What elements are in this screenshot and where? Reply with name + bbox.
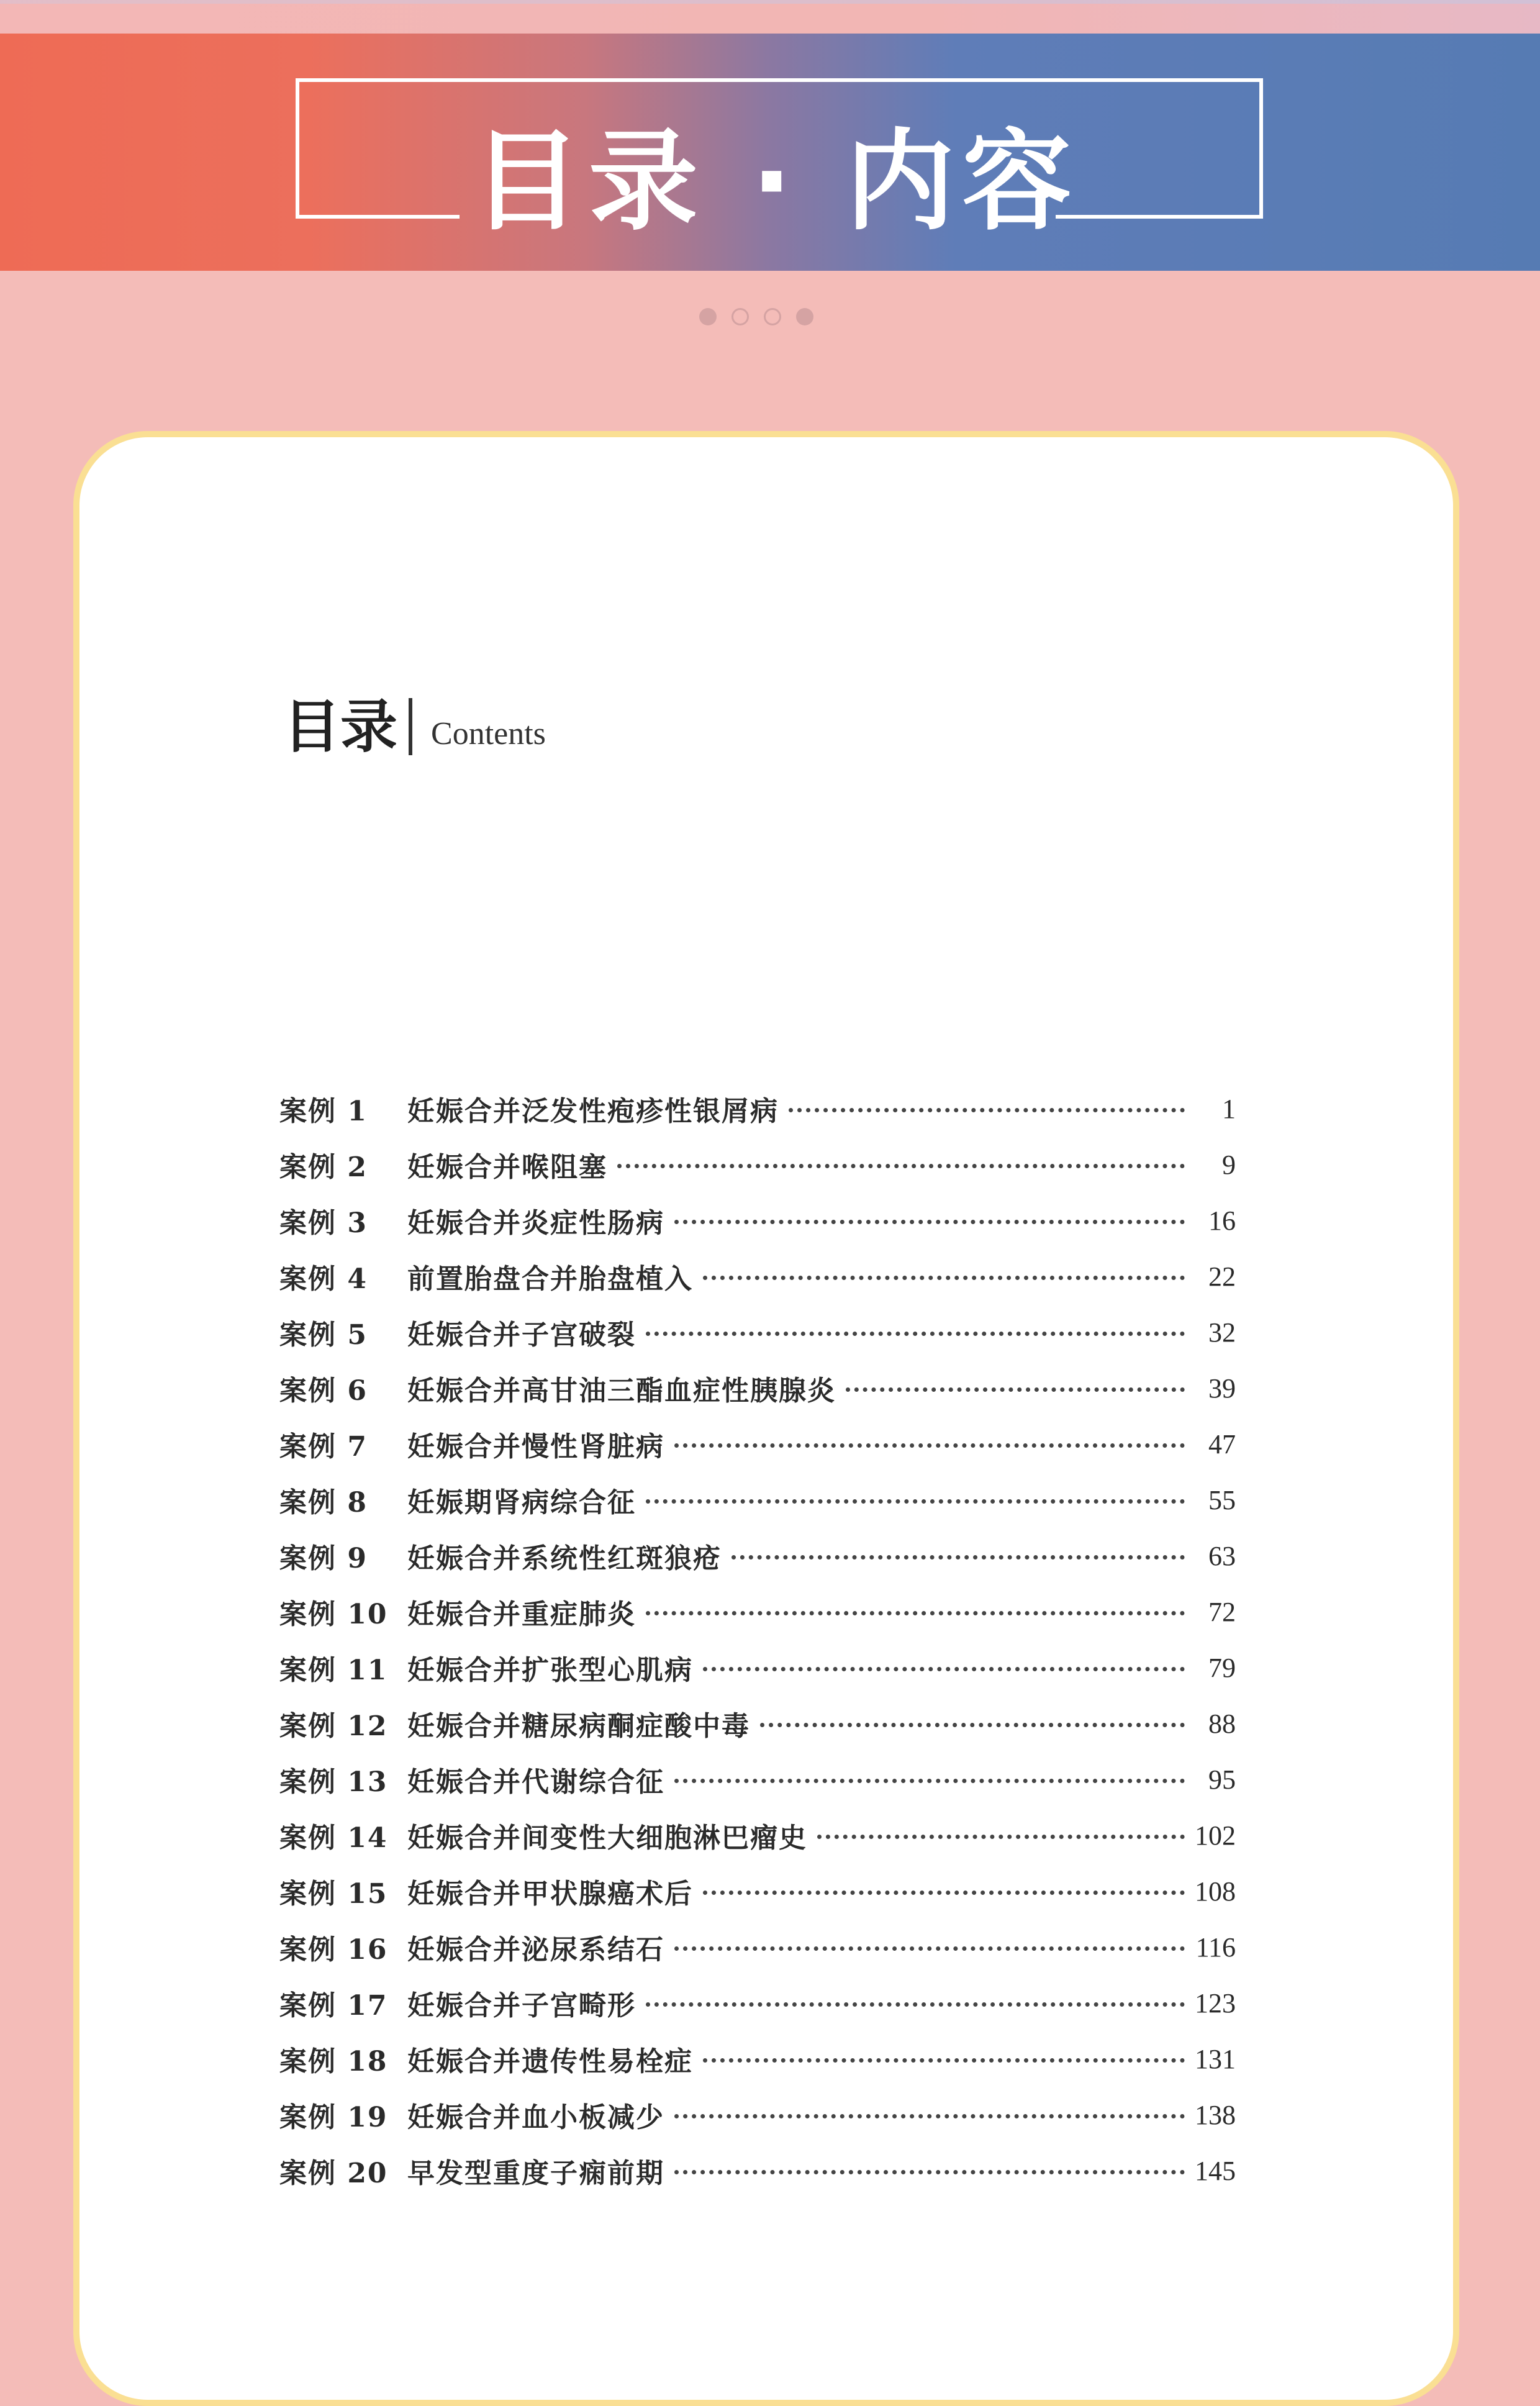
toc-entry — [279, 1807, 1236, 1863]
toc-page-number: 138 — [1195, 2099, 1236, 2130]
toc-page-number: 79 — [1208, 1652, 1236, 1683]
toc-title: 妊娠合并血小板减少 — [407, 2102, 664, 2133]
toc-leader-dots — [674, 2114, 1185, 2118]
toc-case-number: 案例 6 — [279, 1375, 368, 1407]
toc-page-number: 72 — [1208, 1596, 1236, 1627]
toc-entry — [279, 1081, 1236, 1137]
carousel-dots — [699, 308, 813, 328]
toc-leader-dots — [703, 1667, 1185, 1671]
toc-page-number: 116 — [1195, 1932, 1236, 1963]
banner-frame — [1259, 78, 1263, 219]
toc-heading-en: Contents — [431, 716, 546, 751]
toc-leader-dots — [703, 1891, 1185, 1895]
toc-title: 早发型重度子痫前期 — [407, 2158, 664, 2189]
toc-leader-dots — [646, 1499, 1185, 1504]
banner-frame — [296, 78, 1263, 82]
toc-leader-dots — [703, 2058, 1185, 2063]
toc-case-number: 案例 2 — [279, 1151, 368, 1183]
toc-page-number: 16 — [1208, 1205, 1236, 1236]
toc-case-number: 案例 12 — [279, 1710, 388, 1742]
toc-entry — [279, 1304, 1236, 1360]
banner-title: 目录 · 内容 — [472, 118, 1079, 245]
toc-case-number: 案例 17 — [279, 1990, 388, 2022]
toc-title: 妊娠合并子宫畸形 — [407, 1990, 636, 2022]
toc-page-number: 63 — [1208, 1540, 1236, 1571]
toc-leader-dots — [674, 1443, 1185, 1448]
toc-leader-dots — [674, 2170, 1185, 2174]
heading-divider — [409, 698, 412, 755]
toc-leader-dots — [846, 1387, 1185, 1392]
toc-case-number: 案例 4 — [279, 1263, 368, 1295]
toc-entry — [279, 1360, 1236, 1416]
toc-title: 妊娠合并炎症性肠病 — [407, 1207, 664, 1239]
toc-page-number: 131 — [1195, 2043, 1236, 2074]
toc-title: 妊娠合并慢性肾脏病 — [407, 1431, 664, 1463]
toc-case-number: 案例 11 — [279, 1655, 388, 1686]
toc-page-number: 47 — [1208, 1428, 1236, 1459]
toc-leader-dots — [760, 1723, 1185, 1727]
toc-case-number: 案例 8 — [279, 1487, 368, 1519]
toc-entry — [279, 1192, 1236, 1248]
toc-title: 妊娠合并糖尿病酮症酸中毒 — [407, 1710, 750, 1742]
banner-frame — [1056, 215, 1263, 219]
top-strip — [0, 0, 1540, 34]
toc-heading — [283, 681, 546, 761]
toc-case-number: 案例 1 — [279, 1096, 368, 1127]
table-of-contents — [279, 1081, 1236, 2199]
toc-entry — [279, 1696, 1236, 1751]
toc-page-number: 39 — [1208, 1373, 1236, 1404]
carousel-dot[interactable] — [796, 308, 813, 325]
toc-entry — [279, 1919, 1236, 1975]
carousel-dot[interactable] — [732, 308, 749, 325]
toc-page-number: 108 — [1195, 1876, 1236, 1907]
toc-title: 妊娠合并系统性红斑狼疮 — [407, 1543, 722, 1574]
toc-case-number: 案例 15 — [279, 1878, 388, 1910]
toc-case-number: 案例 14 — [279, 1822, 388, 1854]
toc-page-number: 88 — [1208, 1708, 1236, 1739]
toc-leader-dots — [732, 1555, 1185, 1559]
toc-entry — [279, 1472, 1236, 1528]
toc-title: 妊娠合并重症肺炎 — [407, 1599, 636, 1630]
toc-heading-cn: 目录 — [283, 694, 398, 760]
toc-case-number: 案例 13 — [279, 1766, 388, 1798]
toc-leader-dots — [646, 2002, 1185, 2007]
toc-entry — [279, 1975, 1236, 2031]
toc-entry — [279, 1416, 1236, 1472]
toc-leader-dots — [817, 1835, 1185, 1839]
toc-case-number: 案例 5 — [279, 1319, 368, 1351]
toc-leader-dots — [674, 1946, 1185, 1951]
toc-case-number: 案例 18 — [279, 2046, 388, 2077]
toc-page-number: 32 — [1208, 1317, 1236, 1348]
toc-leader-dots — [674, 1220, 1185, 1224]
toc-page-number: 22 — [1208, 1261, 1236, 1292]
toc-entry — [279, 2031, 1236, 2087]
toc-leader-dots — [646, 1332, 1185, 1336]
toc-entry — [279, 1751, 1236, 1807]
carousel-dot[interactable] — [699, 308, 717, 325]
toc-entry — [279, 1863, 1236, 1919]
banner-frame — [296, 215, 460, 219]
toc-page-number: 102 — [1195, 1820, 1236, 1851]
toc-title: 妊娠合并泌尿系结石 — [407, 1934, 664, 1966]
toc-entry — [279, 1137, 1236, 1192]
toc-page-number: 9 — [1222, 1149, 1236, 1180]
toc-entry — [279, 1528, 1236, 1584]
toc-title: 妊娠合并甲状腺癌术后 — [407, 1878, 693, 1910]
toc-page-number: 1 — [1222, 1093, 1236, 1124]
toc-case-number: 案例 20 — [279, 2158, 388, 2189]
toc-case-number: 案例 7 — [279, 1431, 368, 1463]
toc-entry — [279, 1248, 1236, 1304]
toc-entry — [279, 1584, 1236, 1640]
toc-leader-dots — [674, 1779, 1185, 1783]
toc-title: 妊娠期肾病综合征 — [407, 1487, 636, 1519]
toc-title: 妊娠合并遗传性易栓症 — [407, 2046, 693, 2077]
toc-entry — [279, 2087, 1236, 2143]
toc-case-number: 案例 3 — [279, 1207, 368, 1239]
toc-leader-dots — [646, 1611, 1185, 1615]
toc-title: 妊娠合并子宫破裂 — [407, 1319, 636, 1351]
toc-title: 妊娠合并代谢综合征 — [407, 1766, 664, 1798]
toc-page-number: 145 — [1195, 2155, 1236, 2186]
toc-title: 妊娠合并间变性大细胞淋巴瘤史 — [407, 1822, 807, 1854]
banner-frame — [296, 78, 299, 219]
toc-case-number: 案例 16 — [279, 1934, 388, 1966]
toc-entry — [279, 1640, 1236, 1696]
carousel-dot[interactable] — [764, 308, 781, 325]
toc-entry — [279, 2143, 1236, 2199]
toc-page-number: 55 — [1208, 1484, 1236, 1515]
toc-title: 妊娠合并高甘油三酯血症性胰腺炎 — [407, 1375, 836, 1407]
toc-title: 前置胎盘合并胎盘植入 — [407, 1263, 693, 1295]
toc-page-number: 123 — [1195, 1987, 1236, 2018]
toc-leader-dots — [617, 1164, 1185, 1168]
toc-page-number: 95 — [1208, 1764, 1236, 1795]
toc-case-number: 案例 9 — [279, 1543, 368, 1574]
toc-case-number: 案例 19 — [279, 2102, 388, 2133]
toc-title: 妊娠合并喉阻塞 — [407, 1151, 607, 1183]
toc-title: 妊娠合并泛发性疱疹性银屑病 — [407, 1096, 779, 1127]
toc-title: 妊娠合并扩张型心肌病 — [407, 1655, 693, 1686]
toc-leader-dots — [789, 1108, 1185, 1112]
toc-case-number: 案例 10 — [279, 1599, 388, 1630]
toc-leader-dots — [703, 1276, 1185, 1280]
